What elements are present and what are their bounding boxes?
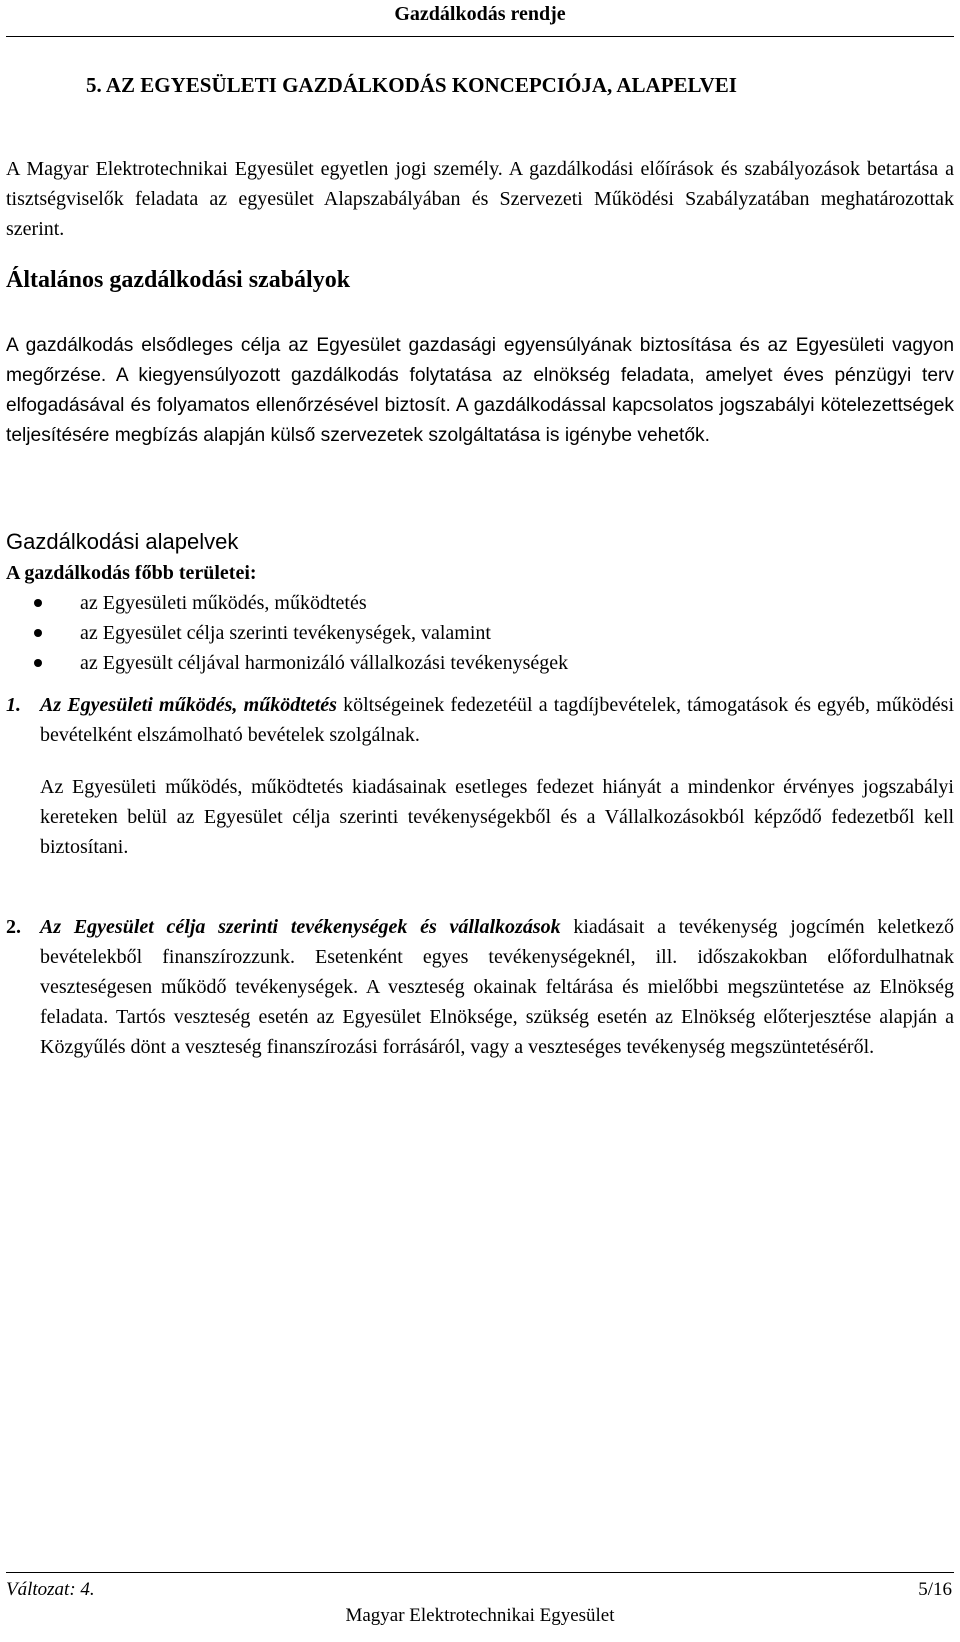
page-number: 5/16	[918, 1579, 952, 1600]
list-item	[26, 588, 926, 618]
item-number: 1.	[6, 694, 21, 716]
footer-rule	[6, 1572, 954, 1573]
principles-heading: Gazdálkodási alapelvek	[6, 529, 239, 554]
item-paragraph	[40, 690, 954, 750]
header-rule	[6, 36, 954, 37]
item1-followup-paragraph: Az Egyesületi működés, működtetés kiadásainak esetleges fedezet hiányát a mindenkor érvényes jogszabályi kereteken belül az Egyesület célja szerinti tevékenységekből és a Vállalkozásokból képződő fedezetből kell biztosítani.	[40, 776, 954, 858]
list-item-text: az Egyesült céljával harmonizáló vállalkozási tevékenységek	[80, 652, 569, 674]
footer-organization: Magyar Elektrotechnikai Egyesület	[345, 1605, 615, 1626]
areas-heading: A gazdálkodás főbb területei:	[6, 562, 257, 584]
running-header: Gazdálkodás rendje	[394, 3, 566, 25]
item-paragraph	[40, 912, 954, 1062]
list-item	[26, 618, 926, 648]
areas-list	[26, 588, 926, 678]
list-item	[26, 648, 926, 678]
bullet-icon	[34, 659, 42, 667]
item-emphasis: Az Egyesület célja szerinti tevékenységek és vállalkozások	[40, 916, 561, 938]
chapter-title: 5. AZ EGYESÜLETI GAZDÁLKODÁS KONCEPCIÓJA, ALAPELVEI	[86, 73, 737, 97]
item-number: 2.	[6, 916, 21, 938]
item-text: kiadásait a tevékenység jogcímén keletkező bevételekből finanszírozzunk. Esetenként egyes tevékenységeknél, ill. időszakokban előfordulhatnak veszteségesen működő tevékenységek. A veszteség okainak feltárása és mielőbbi megszüntetése az Elnökség feladata. Tartós veszteség esetén az Egyesület Elnöksége, szükség esetén az Elnökség előterjesztése alapján a Közgyűlés dönt a veszteség finanszírozási forrásáról, vagy a veszteséges tevékenység megszüntetéséről.	[40, 916, 955, 1058]
general-rules-paragraph: A gazdálkodás elsődleges célja az Egyesület gazdasági egyensúlyának biztosítása és az Egyesületi vagyon megőrzése. A kiegyensúlyozott gazdálkodás folytatása az elnökség feladata, amelyet éves pénzügyi terv elfogadásával és folyamatos ellenőrzésével biztosít. A gazdálkodással kapcsolatos jogszabályi kötelezettségek teljesítésére megbízás alapján külső szervezetek szolgáltatása is igénybe vehetők.	[6, 335, 954, 446]
numbered-item-1	[6, 690, 954, 750]
list-item-text: az Egyesület célja szerinti tevékenységek, valamint	[80, 622, 491, 644]
general-rules-heading: Általános gazdálkodási szabályok	[6, 267, 351, 293]
item-text: költségeinek fedezetéül a tagdíjbevételek, támogatások és egyéb, működési bevételként elszámolható bevételek szolgálnak.	[40, 694, 955, 746]
numbered-item-2	[6, 912, 954, 1062]
item-emphasis: Az Egyesületi működés, működtetés	[40, 694, 337, 716]
bullet-icon	[34, 599, 42, 607]
intro-paragraph: A Magyar Elektrotechnikai Egyesület egyetlen jogi személy. A gazdálkodási előírások és szabályozások betartása a tisztségviselők feladata az egyesület Alapszabályában és Szervezeti Működési Szabályzatában meghatározottak szerint.	[6, 158, 954, 240]
list-item-text: az Egyesületi működés, működtetés	[80, 592, 367, 614]
bullet-icon	[34, 629, 42, 637]
footer-version: Változat: 4.	[6, 1579, 95, 1600]
